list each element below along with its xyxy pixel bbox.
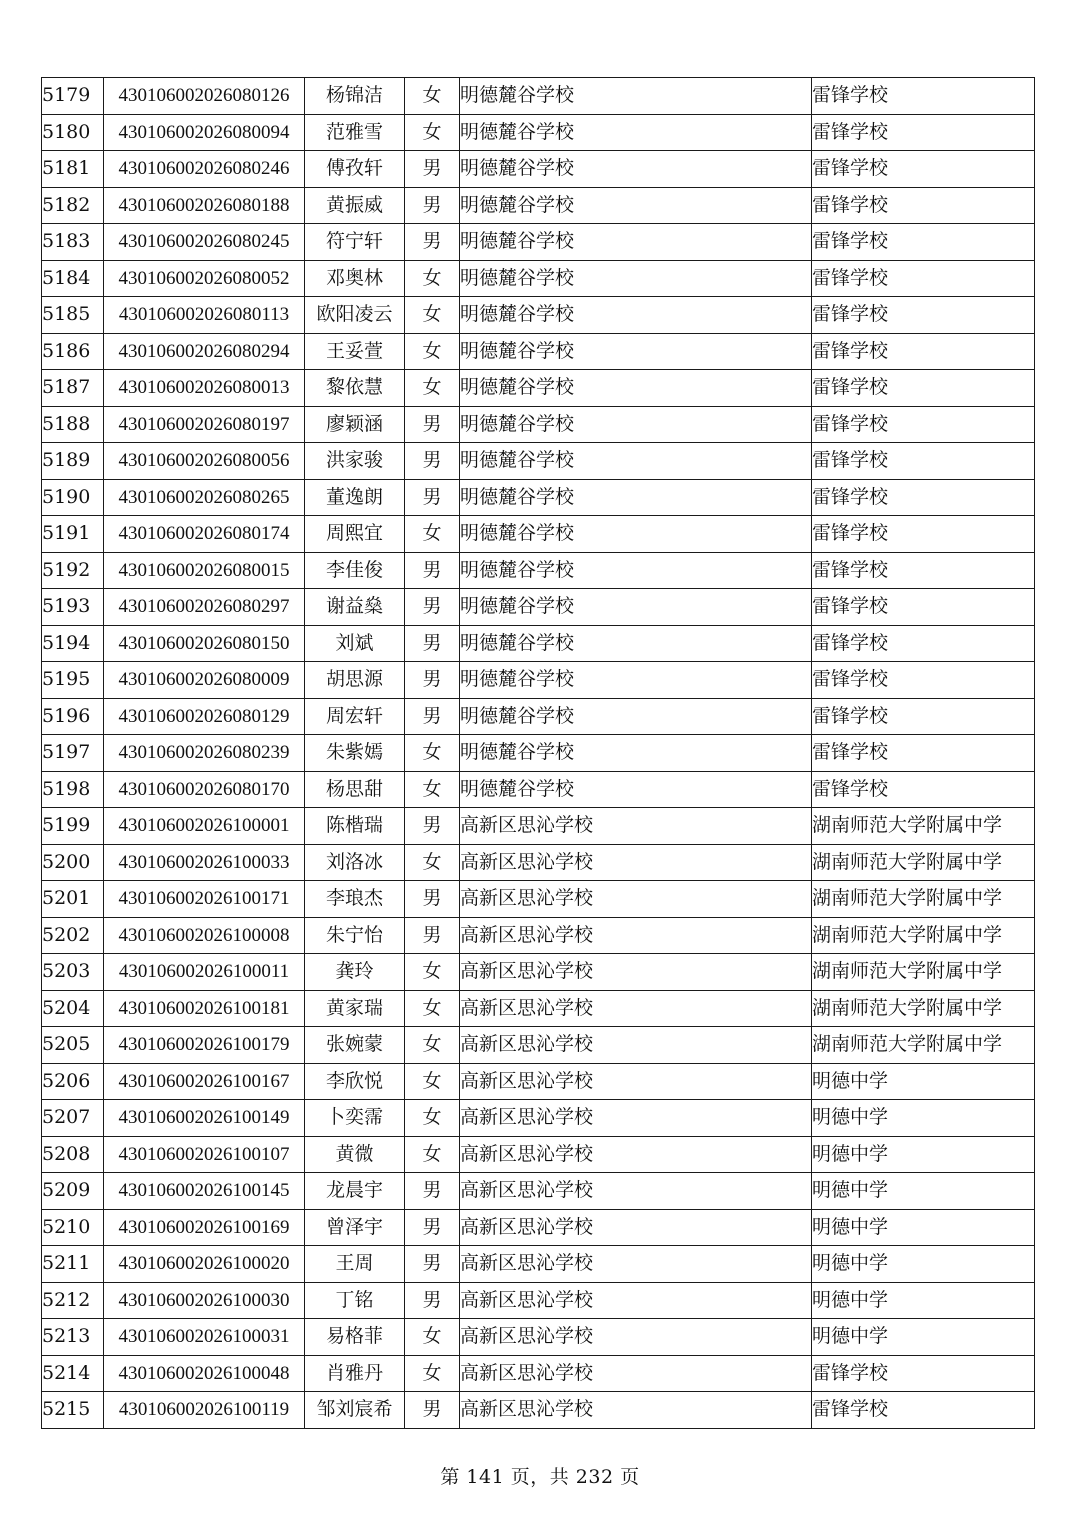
student-id-cell: 430106002026080150: [104, 625, 305, 662]
student-name-cell: 朱宁怡: [305, 917, 405, 954]
gender-cell: 男: [405, 187, 460, 224]
admitted-school-cell: 雷锋学校: [812, 552, 1035, 589]
table-row: [42, 1355, 1035, 1392]
origin-school-cell: 明德麓谷学校: [460, 406, 812, 443]
student-name-cell: 张婉蒙: [305, 1027, 405, 1064]
table-row: [42, 1319, 1035, 1356]
admitted-school-cell: 明德中学: [812, 1173, 1035, 1210]
student-id-cell: 430106002026100033: [104, 844, 305, 881]
gender-cell: 男: [405, 443, 460, 480]
origin-school-cell: 高新区思沁学校: [460, 1355, 812, 1392]
gender-cell: 女: [405, 1100, 460, 1137]
origin-school-cell: 高新区思沁学校: [460, 1100, 812, 1137]
table-row: [42, 406, 1035, 443]
table-row: [42, 589, 1035, 626]
student-name-cell: 黄家瑞: [305, 990, 405, 1027]
seq-number-cell: 5199: [42, 808, 104, 845]
origin-school-cell: 明德麓谷学校: [460, 698, 812, 735]
origin-school-cell: 高新区思沁学校: [460, 844, 812, 881]
student-name-cell: 王妥萱: [305, 333, 405, 370]
student-id-cell: 430106002026080126: [104, 78, 305, 115]
table-row: [42, 552, 1035, 589]
origin-school-cell: 明德麓谷学校: [460, 333, 812, 370]
gender-cell: 男: [405, 1392, 460, 1429]
student-id-cell: 430106002026080113: [104, 297, 305, 334]
admitted-school-cell: 明德中学: [812, 1319, 1035, 1356]
student-name-cell: 王周: [305, 1246, 405, 1283]
gender-cell: 男: [405, 1282, 460, 1319]
student-name-cell: 黄振威: [305, 187, 405, 224]
student-id-cell: 430106002026080294: [104, 333, 305, 370]
admitted-school-cell: 明德中学: [812, 1209, 1035, 1246]
gender-cell: 女: [405, 1319, 460, 1356]
gender-cell: 男: [405, 479, 460, 516]
origin-school-cell: 明德麓谷学校: [460, 516, 812, 553]
origin-school-cell: 明德麓谷学校: [460, 260, 812, 297]
admitted-school-cell: 湖南师范大学附属中学: [812, 954, 1035, 991]
gender-cell: 女: [405, 954, 460, 991]
student-name-cell: 洪家骏: [305, 443, 405, 480]
table-row: [42, 333, 1035, 370]
student-name-cell: 欧阳凌云: [305, 297, 405, 334]
student-id-cell: 430106002026080197: [104, 406, 305, 443]
gender-cell: 女: [405, 333, 460, 370]
student-id-cell: 430106002026080297: [104, 589, 305, 626]
student-id-cell: 430106002026080094: [104, 114, 305, 151]
origin-school-cell: 高新区思沁学校: [460, 990, 812, 1027]
origin-school-cell: 明德麓谷学校: [460, 589, 812, 626]
student-id-cell: 430106002026100181: [104, 990, 305, 1027]
gender-cell: 女: [405, 1063, 460, 1100]
seq-number-cell: 5179: [42, 78, 104, 115]
page-footer: 第 141 页，共 232 页: [440, 1466, 640, 1488]
gender-cell: 男: [405, 552, 460, 589]
gender-cell: 男: [405, 1209, 460, 1246]
student-name-cell: 肖雅丹: [305, 1355, 405, 1392]
admitted-school-cell: 雷锋学校: [812, 114, 1035, 151]
student-id-cell: 430106002026080265: [104, 479, 305, 516]
origin-school-cell: 高新区思沁学校: [460, 881, 812, 918]
student-name-cell: 周熙宜: [305, 516, 405, 553]
origin-school-cell: 明德麓谷学校: [460, 187, 812, 224]
seq-number-cell: 5187: [42, 370, 104, 407]
table-row: [42, 1136, 1035, 1173]
gender-cell: 女: [405, 516, 460, 553]
seq-number-cell: 5212: [42, 1282, 104, 1319]
table-row: [42, 1392, 1035, 1429]
student-name-cell: 邓奥林: [305, 260, 405, 297]
table-row: [42, 78, 1035, 115]
origin-school-cell: 明德麓谷学校: [460, 114, 812, 151]
gender-cell: 男: [405, 1246, 460, 1283]
student-name-cell: 胡思源: [305, 662, 405, 699]
student-name-cell: 符宁轩: [305, 224, 405, 261]
origin-school-cell: 明德麓谷学校: [460, 151, 812, 188]
seq-number-cell: 5193: [42, 589, 104, 626]
seq-number-cell: 5209: [42, 1173, 104, 1210]
table-row: [42, 1173, 1035, 1210]
admitted-school-cell: 明德中学: [812, 1246, 1035, 1283]
table-row: [42, 297, 1035, 334]
seq-number-cell: 5181: [42, 151, 104, 188]
gender-cell: 男: [405, 662, 460, 699]
admitted-school-cell: 雷锋学校: [812, 333, 1035, 370]
admitted-school-cell: 雷锋学校: [812, 370, 1035, 407]
roster-table: [41, 77, 1035, 1429]
student-id-cell: 430106002026080015: [104, 552, 305, 589]
student-name-cell: 黄微: [305, 1136, 405, 1173]
seq-number-cell: 5208: [42, 1136, 104, 1173]
table-row: [42, 808, 1035, 845]
table-row: [42, 1209, 1035, 1246]
admitted-school-cell: 明德中学: [812, 1282, 1035, 1319]
seq-number-cell: 5205: [42, 1027, 104, 1064]
gender-cell: 女: [405, 78, 460, 115]
roster-body: [42, 78, 1035, 1429]
admitted-school-cell: 湖南师范大学附属中学: [812, 990, 1035, 1027]
student-id-cell: 430106002026080013: [104, 370, 305, 407]
origin-school-cell: 高新区思沁学校: [460, 917, 812, 954]
gender-cell: 女: [405, 370, 460, 407]
admitted-school-cell: 湖南师范大学附属中学: [812, 808, 1035, 845]
seq-number-cell: 5198: [42, 771, 104, 808]
origin-school-cell: 高新区思沁学校: [460, 1063, 812, 1100]
table-row: [42, 1027, 1035, 1064]
table-row: [42, 1063, 1035, 1100]
student-id-cell: 430106002026100119: [104, 1392, 305, 1429]
admitted-school-cell: 雷锋学校: [812, 1355, 1035, 1392]
seq-number-cell: 5188: [42, 406, 104, 443]
student-id-cell: 430106002026100149: [104, 1100, 305, 1137]
student-name-cell: 龚玲: [305, 954, 405, 991]
student-name-cell: 龙晨宇: [305, 1173, 405, 1210]
student-name-cell: 刘洛冰: [305, 844, 405, 881]
seq-number-cell: 5185: [42, 297, 104, 334]
table-row: [42, 625, 1035, 662]
admitted-school-cell: 雷锋学校: [812, 151, 1035, 188]
student-name-cell: 黎依慧: [305, 370, 405, 407]
student-id-cell: 430106002026080170: [104, 771, 305, 808]
table-row: [42, 735, 1035, 772]
admitted-school-cell: 雷锋学校: [812, 625, 1035, 662]
seq-number-cell: 5206: [42, 1063, 104, 1100]
seq-number-cell: 5210: [42, 1209, 104, 1246]
student-id-cell: 430106002026100167: [104, 1063, 305, 1100]
seq-number-cell: 5203: [42, 954, 104, 991]
origin-school-cell: 高新区思沁学校: [460, 1246, 812, 1283]
seq-number-cell: 5195: [42, 662, 104, 699]
student-name-cell: 杨锦洁: [305, 78, 405, 115]
admitted-school-cell: 湖南师范大学附属中学: [812, 917, 1035, 954]
table-row: [42, 954, 1035, 991]
origin-school-cell: 明德麓谷学校: [460, 297, 812, 334]
table-row: [42, 1246, 1035, 1283]
student-id-cell: 430106002026080239: [104, 735, 305, 772]
origin-school-cell: 高新区思沁学校: [460, 1209, 812, 1246]
admitted-school-cell: 雷锋学校: [812, 406, 1035, 443]
seq-number-cell: 5196: [42, 698, 104, 735]
seq-number-cell: 5191: [42, 516, 104, 553]
seq-number-cell: 5207: [42, 1100, 104, 1137]
table-row: [42, 516, 1035, 553]
seq-number-cell: 5186: [42, 333, 104, 370]
student-name-cell: 曾泽宇: [305, 1209, 405, 1246]
student-name-cell: 周宏轩: [305, 698, 405, 735]
seq-number-cell: 5190: [42, 479, 104, 516]
table-row: [42, 917, 1035, 954]
student-name-cell: 邹刘宸希: [305, 1392, 405, 1429]
student-id-cell: 430106002026100011: [104, 954, 305, 991]
table-row: [42, 260, 1035, 297]
seq-number-cell: 5184: [42, 260, 104, 297]
origin-school-cell: 高新区思沁学校: [460, 1173, 812, 1210]
gender-cell: 男: [405, 224, 460, 261]
seq-number-cell: 5200: [42, 844, 104, 881]
admitted-school-cell: 明德中学: [812, 1100, 1035, 1137]
origin-school-cell: 明德麓谷学校: [460, 479, 812, 516]
gender-cell: 男: [405, 589, 460, 626]
gender-cell: 女: [405, 1136, 460, 1173]
admitted-school-cell: 雷锋学校: [812, 479, 1035, 516]
table-row: [42, 1282, 1035, 1319]
seq-number-cell: 5211: [42, 1246, 104, 1283]
student-id-cell: 430106002026080246: [104, 151, 305, 188]
student-name-cell: 朱紫嫣: [305, 735, 405, 772]
origin-school-cell: 明德麓谷学校: [460, 443, 812, 480]
table-row: [42, 881, 1035, 918]
admitted-school-cell: 雷锋学校: [812, 224, 1035, 261]
student-id-cell: 430106002026080056: [104, 443, 305, 480]
origin-school-cell: 高新区思沁学校: [460, 1136, 812, 1173]
student-name-cell: 卜奕霈: [305, 1100, 405, 1137]
origin-school-cell: 明德麓谷学校: [460, 662, 812, 699]
seq-number-cell: 5182: [42, 187, 104, 224]
student-id-cell: 430106002026080188: [104, 187, 305, 224]
gender-cell: 男: [405, 917, 460, 954]
table-row: [42, 698, 1035, 735]
gender-cell: 男: [405, 698, 460, 735]
student-name-cell: 李佳俊: [305, 552, 405, 589]
gender-cell: 男: [405, 625, 460, 662]
gender-cell: 女: [405, 1355, 460, 1392]
student-name-cell: 丁铭: [305, 1282, 405, 1319]
admitted-school-cell: 雷锋学校: [812, 735, 1035, 772]
table-row: [42, 114, 1035, 151]
seq-number-cell: 5192: [42, 552, 104, 589]
admitted-school-cell: 雷锋学校: [812, 589, 1035, 626]
gender-cell: 女: [405, 771, 460, 808]
table-row: [42, 1100, 1035, 1137]
student-id-cell: 430106002026100048: [104, 1355, 305, 1392]
seq-number-cell: 5204: [42, 990, 104, 1027]
table-row: [42, 224, 1035, 261]
origin-school-cell: 明德麓谷学校: [460, 370, 812, 407]
student-name-cell: 杨思甜: [305, 771, 405, 808]
origin-school-cell: 高新区思沁学校: [460, 954, 812, 991]
admitted-school-cell: 雷锋学校: [812, 1392, 1035, 1429]
table-row: [42, 662, 1035, 699]
student-name-cell: 范雅雪: [305, 114, 405, 151]
student-id-cell: 430106002026080009: [104, 662, 305, 699]
origin-school-cell: 高新区思沁学校: [460, 1392, 812, 1429]
student-id-cell: 430106002026100020: [104, 1246, 305, 1283]
gender-cell: 女: [405, 114, 460, 151]
student-id-cell: 430106002026100107: [104, 1136, 305, 1173]
origin-school-cell: 明德麓谷学校: [460, 552, 812, 589]
origin-school-cell: 明德麓谷学校: [460, 224, 812, 261]
table-row: [42, 187, 1035, 224]
student-id-cell: 430106002026100030: [104, 1282, 305, 1319]
admitted-school-cell: 雷锋学校: [812, 260, 1035, 297]
seq-number-cell: 5183: [42, 224, 104, 261]
admitted-school-cell: 雷锋学校: [812, 78, 1035, 115]
gender-cell: 男: [405, 406, 460, 443]
gender-cell: 男: [405, 1173, 460, 1210]
origin-school-cell: 明德麓谷学校: [460, 771, 812, 808]
student-id-cell: 430106002026100179: [104, 1027, 305, 1064]
gender-cell: 男: [405, 151, 460, 188]
seq-number-cell: 5214: [42, 1355, 104, 1392]
student-name-cell: 李琅杰: [305, 881, 405, 918]
admitted-school-cell: 湖南师范大学附属中学: [812, 844, 1035, 881]
admitted-school-cell: 雷锋学校: [812, 187, 1035, 224]
seq-number-cell: 5180: [42, 114, 104, 151]
admitted-school-cell: 雷锋学校: [812, 443, 1035, 480]
student-id-cell: 430106002026080052: [104, 260, 305, 297]
admitted-school-cell: 湖南师范大学附属中学: [812, 1027, 1035, 1064]
gender-cell: 男: [405, 881, 460, 918]
seq-number-cell: 5194: [42, 625, 104, 662]
origin-school-cell: 高新区思沁学校: [460, 1319, 812, 1356]
admitted-school-cell: 雷锋学校: [812, 771, 1035, 808]
admitted-school-cell: 雷锋学校: [812, 662, 1035, 699]
student-id-cell: 430106002026100145: [104, 1173, 305, 1210]
origin-school-cell: 明德麓谷学校: [460, 625, 812, 662]
student-name-cell: 刘斌: [305, 625, 405, 662]
admitted-school-cell: 雷锋学校: [812, 516, 1035, 553]
student-id-cell: 430106002026080129: [104, 698, 305, 735]
student-name-cell: 李欣悦: [305, 1063, 405, 1100]
student-name-cell: 董逸朗: [305, 479, 405, 516]
origin-school-cell: 高新区思沁学校: [460, 1027, 812, 1064]
admitted-school-cell: 明德中学: [812, 1063, 1035, 1100]
gender-cell: 女: [405, 297, 460, 334]
gender-cell: 女: [405, 1027, 460, 1064]
table-row: [42, 151, 1035, 188]
student-name-cell: 廖颖涵: [305, 406, 405, 443]
origin-school-cell: 明德麓谷学校: [460, 78, 812, 115]
gender-cell: 女: [405, 844, 460, 881]
gender-cell: 女: [405, 990, 460, 1027]
student-id-cell: 430106002026100001: [104, 808, 305, 845]
origin-school-cell: 高新区思沁学校: [460, 1282, 812, 1319]
student-id-cell: 430106002026100169: [104, 1209, 305, 1246]
gender-cell: 女: [405, 735, 460, 772]
student-id-cell: 430106002026100031: [104, 1319, 305, 1356]
student-name-cell: 傅孜轩: [305, 151, 405, 188]
gender-cell: 男: [405, 808, 460, 845]
student-name-cell: 陈楷瑞: [305, 808, 405, 845]
student-id-cell: 430106002026080245: [104, 224, 305, 261]
table-row: [42, 771, 1035, 808]
origin-school-cell: 明德麓谷学校: [460, 735, 812, 772]
student-id-cell: 430106002026080174: [104, 516, 305, 553]
table-row: [42, 844, 1035, 881]
admitted-school-cell: 明德中学: [812, 1136, 1035, 1173]
student-id-cell: 430106002026100171: [104, 881, 305, 918]
table-row: [42, 479, 1035, 516]
admitted-school-cell: 湖南师范大学附属中学: [812, 881, 1035, 918]
student-id-cell: 430106002026100008: [104, 917, 305, 954]
seq-number-cell: 5201: [42, 881, 104, 918]
seq-number-cell: 5189: [42, 443, 104, 480]
gender-cell: 女: [405, 260, 460, 297]
table-row: [42, 370, 1035, 407]
seq-number-cell: 5213: [42, 1319, 104, 1356]
student-name-cell: 谢益燊: [305, 589, 405, 626]
origin-school-cell: 高新区思沁学校: [460, 808, 812, 845]
admitted-school-cell: 雷锋学校: [812, 698, 1035, 735]
student-name-cell: 易格菲: [305, 1319, 405, 1356]
admitted-school-cell: 雷锋学校: [812, 297, 1035, 334]
seq-number-cell: 5197: [42, 735, 104, 772]
table-row: [42, 443, 1035, 480]
seq-number-cell: 5215: [42, 1392, 104, 1429]
table-row: [42, 990, 1035, 1027]
seq-number-cell: 5202: [42, 917, 104, 954]
